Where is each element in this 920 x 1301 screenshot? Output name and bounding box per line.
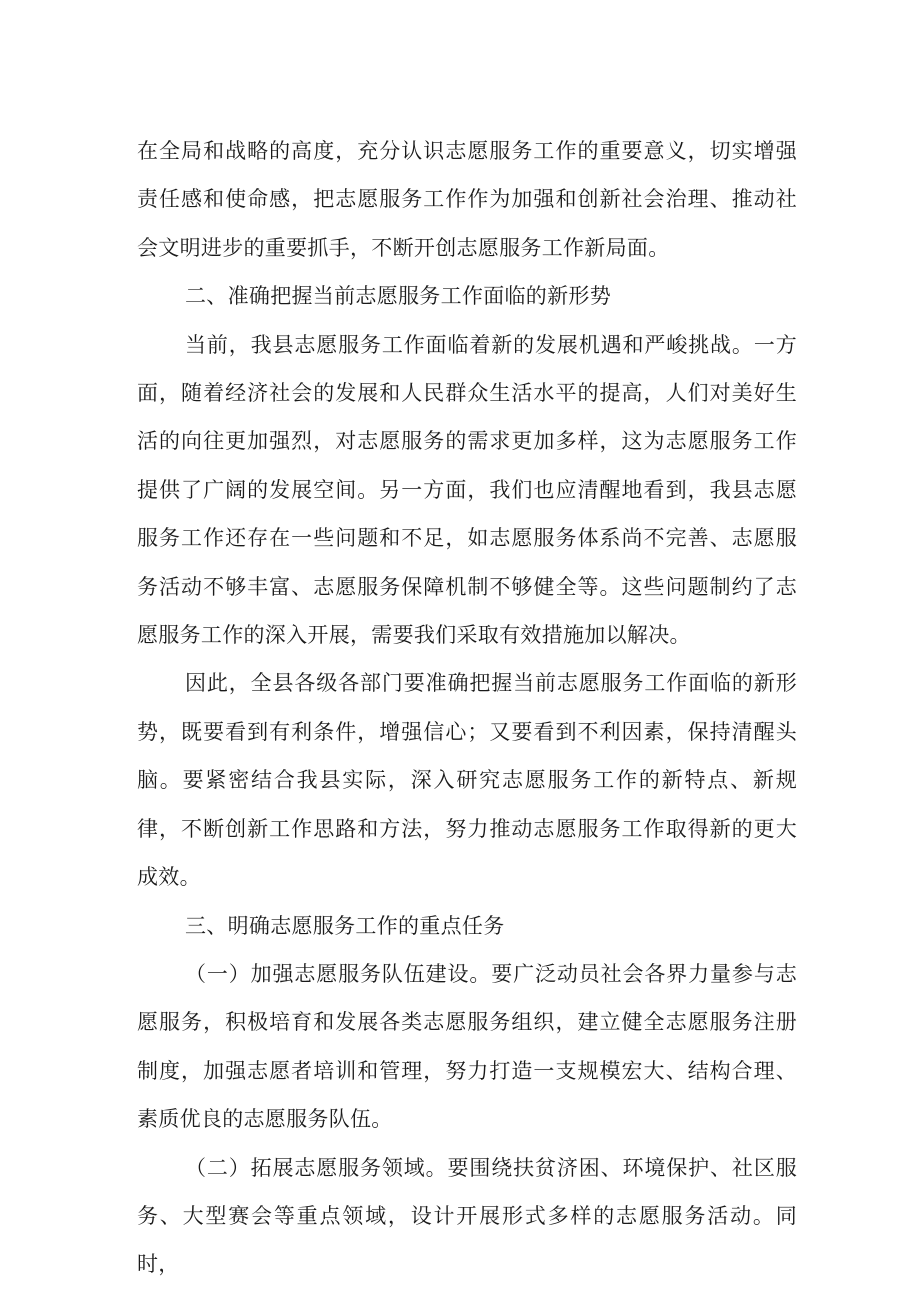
section-heading-three: 三、明确志愿服务工作的重点任务 (185, 913, 505, 938)
document-body (137, 127, 797, 1289)
section-heading-two: 二、准确把握当前志愿服务工作面临的新形势 (185, 284, 611, 309)
paragraph-task-two: （二）拓展志愿服务领域。要围绕扶贫济困、环境保护、社区服务、大型赛会等重点领域，设计开展形式多样的志愿服务活动。同时， (137, 1155, 797, 1277)
paragraph-continuation: 在全局和战略的高度，充分认识志愿服务工作的重要意义，切实增强责任感和使命感，把志愿服务工作作为加强和创新社会治理、推动社会文明进步的重要抓手，不断开创志愿服务工作新局面。 (137, 139, 797, 260)
paragraph-current-situation: 当前，我县志愿服务工作面临着新的发展机遇和严峻挑战。一方面，随着经济社会的发展和人民群众生活水平的提高，人们对美好生活的向往更加强烈，对志愿服务的需求更加多样，这为志愿服务工作提供了广阔的发展空间。另一方面，我们也应清醒地看到，我县志愿服务工作还存在一些问题和不足，如志愿服务体系尚不完善、志愿服务活动不够丰富、志愿服务保障机制不够健全等。这些问题制约了志愿服务工作的深入开展，需要我们采取有效措施加以解决。 (137, 332, 797, 648)
paragraph-therefore: 因此，全县各级各部门要准确把握当前志愿服务工作面临的新形势，既要看到有利条件，增强信心；又要看到不利因素，保持清醒头脑。要紧密结合我县实际，深入研究志愿服务工作的新特点、新规律，不断创新工作思路和方法，努力推动志愿服务工作取得新的更大成效。 (137, 671, 797, 890)
paragraph-task-one: （一）加强志愿服务队伍建设。要广泛动员社会各界力量参与志愿服务，积极培育和发展各类志愿服务组织，建立健全志愿服务注册制度，加强志愿者培训和管理，努力打造一支规模宏大、结构合理、素质优良的志愿服务队伍。 (137, 961, 797, 1132)
